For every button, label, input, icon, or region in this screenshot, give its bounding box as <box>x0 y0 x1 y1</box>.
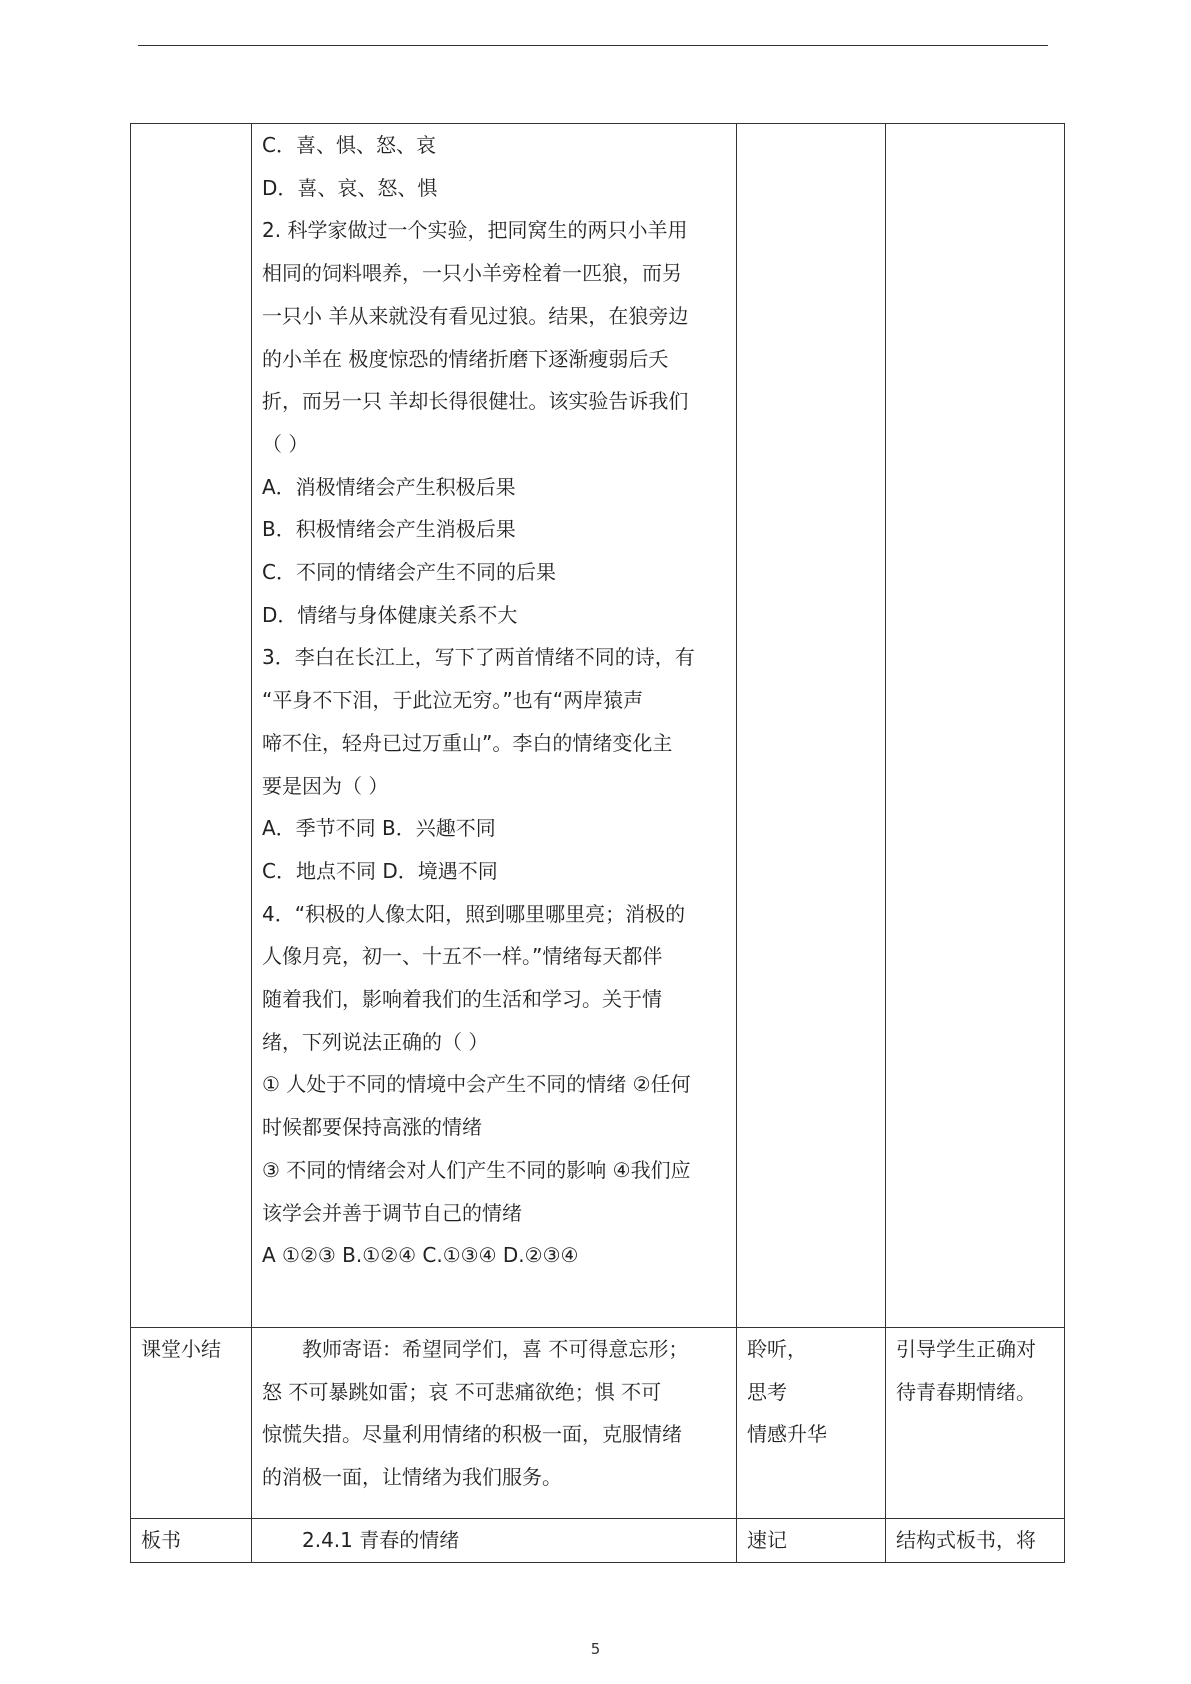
lesson-plan-table <box>130 123 1065 1563</box>
intent-line: 引导学生正确对 <box>896 1337 1036 1361</box>
question-line: 随着我们，影响着我们的生活和学习。关于情 <box>262 987 662 1012</box>
board-label: 板书 <box>131 1519 252 1563</box>
board-content-cell <box>252 1519 737 1563</box>
summary-line: 惊慌失措。尽量利用情绪的积极一面，克服情绪 <box>262 1422 682 1447</box>
question-line: C．地点不同 D．境遇不同 <box>262 858 498 883</box>
summary-student-cell <box>737 1328 886 1519</box>
question-line: 相同的饲料喂养，一只小羊旁栓着一匹狼，而另 <box>262 261 682 286</box>
summary-label: 课堂小结 <box>131 1328 252 1519</box>
questions-content-cell <box>252 124 737 1328</box>
summary-intent-cell <box>886 1328 1065 1519</box>
question-line: 4．“积极的人像太阳，照到哪里哪里亮；消极的 <box>262 901 686 926</box>
question-line: B．积极情绪会产生消极后果 <box>262 517 516 542</box>
question-line: 要是因为（ ） <box>262 773 389 798</box>
question-line: 时候都要保持高涨的情绪 <box>262 1115 482 1140</box>
board-content: 2.4.1 青春的情绪 <box>302 1528 460 1552</box>
question-line: ① 人处于不同的情境中会产生不同的情绪 ②任何 <box>262 1072 691 1097</box>
question-line: “平身不下泪，于此泣无穷。”也有“两岸猿声 <box>262 688 644 713</box>
summary-content-cell <box>252 1328 737 1519</box>
question-line: 绪，下列说法正确的（ ） <box>262 1029 489 1054</box>
intent-line: 待青春期情绪。 <box>896 1379 1036 1404</box>
student-activity-line: 思考 <box>747 1379 787 1404</box>
summary-line: 教师寄语：希望同学们，喜 不可得意忘形； <box>302 1337 689 1361</box>
question-line: 啼不住，轻舟已过万重山”。李白的情绪变化主 <box>262 730 673 755</box>
question-line: 人像月亮，初一、十五不一样。”情绪每天都伴 <box>262 944 663 969</box>
question-line: D．喜、哀、怒、惧 <box>262 175 438 200</box>
question-line: 2. 科学家做过一个实验，把同窝生的两只小羊用 <box>262 218 688 243</box>
questions-student-cell <box>737 124 886 1328</box>
board-student-activity: 速记 <box>737 1519 886 1563</box>
question-line: C．不同的情绪会产生不同的后果 <box>262 560 556 585</box>
question-line: 折，而另一只 羊却长得很健壮。该实验告诉我们 <box>262 389 689 414</box>
summary-row <box>131 1328 1065 1519</box>
header-rule <box>138 45 1048 46</box>
question-line: 3．李白在长江上，写下了两首情绪不同的诗，有 <box>262 645 695 670</box>
page-number: 5 <box>590 1640 601 1658</box>
summary-line: 的消极一面，让情绪为我们服务。 <box>262 1465 562 1490</box>
student-activity-line: 情感升华 <box>747 1422 827 1447</box>
questions-label-cell <box>131 124 252 1328</box>
board-row <box>131 1519 1065 1563</box>
question-line: D．情绪与身体健康关系不大 <box>262 602 518 627</box>
question-line: （ ） <box>262 431 309 456</box>
questions-row <box>131 124 1065 1328</box>
board-intent: 结构式板书，将 <box>886 1519 1065 1563</box>
student-activity-line: 聆听， <box>747 1337 807 1361</box>
question-line: A．季节不同 B．兴趣不同 <box>262 816 496 841</box>
question-line: ③ 不同的情绪会对人们产生不同的影响 ④我们应 <box>262 1157 691 1182</box>
question-line: A ①②③ B.①②④ C.①③④ D.②③④ <box>262 1243 579 1268</box>
question-line: C．喜、惧、怒、哀 <box>262 133 436 157</box>
summary-line: 怒 不可暴跳如雷；哀 不可悲痛欲绝；惧 不可 <box>262 1379 662 1404</box>
questions-intent-cell <box>886 124 1065 1328</box>
question-line: 一只小 羊从来就没有看见过狼。结果，在狼旁边 <box>262 303 689 328</box>
question-line: 的小羊在 极度惊恐的情绪折磨下逐渐瘦弱后夭 <box>262 346 669 371</box>
question-line: 该学会并善于调节自己的情绪 <box>262 1200 522 1225</box>
question-line: A．消极情绪会产生积极后果 <box>262 474 516 499</box>
